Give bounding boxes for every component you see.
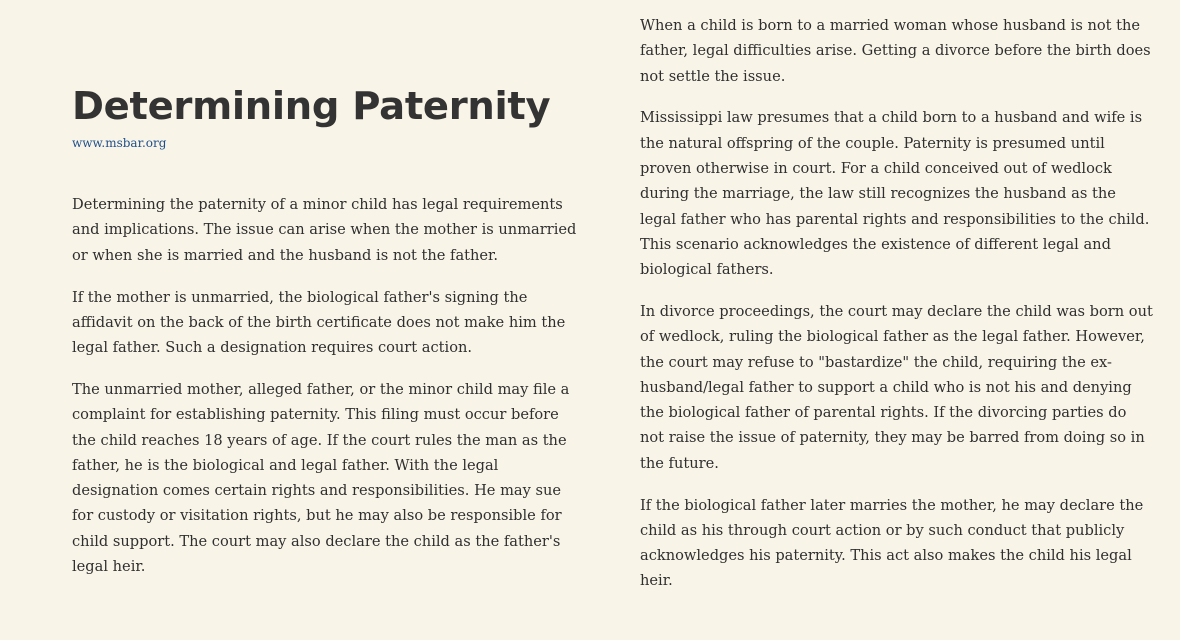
paragraph: Determining the paternity of a minor child has legal requirements and implications. The issue can arise when the mother is unmarried or when she is married and the husband is not the father. <box>72 196 577 264</box>
paragraph: In divorce proceedings, the court may declare the child was born out of wedlock, ruling the biological father as the legal father. However, the court may refuse to "bastardize" the child, requiring the ex-husband/legal father to support a child who is not his and denying the biological father of parental rights. If the divorcing parties do not raise the issue of paternity, they may be barred from doing so in the future. <box>640 302 1153 472</box>
right-column <box>640 13 1155 610</box>
paragraph: Mississippi law presumes that a child born to a husband and wife is the natural offspring of the couple. Paternity is presumed until proven otherwise in court. For a child conceived out of wedlock during the marriage, the law still recognizes the husband as the legal father who has parental rights and responsibilities to the child. This scenario acknowledges the existence of different legal and biological fathers. <box>640 109 1150 279</box>
paragraph: The unmarried mother, alleged father, or the minor child may file a complaint for establishing paternity. This filing must occur before the child reaches 18 years of age. If the court rules the man as the father, he is the biological and legal father. With the legal designation comes certain rights and responsibilities. He may sue for custody or visitation rights, but he may also be responsible for child support. The court may also declare the child as the father's legal heir. <box>72 380 570 576</box>
source-link[interactable]: www.msbar.org <box>72 136 167 151</box>
left-body <box>72 192 577 579</box>
paragraph: If the mother is unmarried, the biological father's signing the affidavit on the back of the birth certificate does not make him the legal father. Such a designation requires court action. <box>72 288 566 357</box>
paragraph: When a child is born to a married woman whose husband is not the father, legal difficulties arise. Getting a divorce before the birth does not settle the issue. <box>640 17 1151 85</box>
left-column <box>72 84 577 596</box>
page-title: Determining Paternity <box>72 84 551 129</box>
paragraph: If the biological father later marries the mother, he may declare the child as his through court action or by such conduct that publicly acknowledges his paternity. This act also makes the child his legal heir. <box>640 496 1144 590</box>
